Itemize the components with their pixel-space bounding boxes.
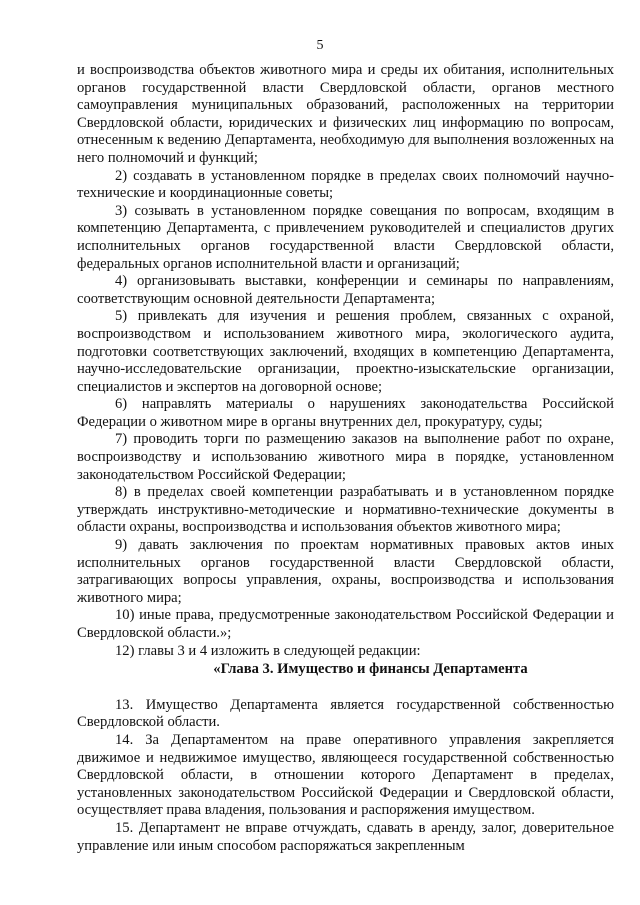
paragraph-item-4: 4) организовывать выставки, конференции и семинары по направлениям, соответствующим основной деятельности Департамента; [77,273,614,307]
paragraph-item-5: 5) привлекать для изучения и решения проблем, связанных с охраной, воспроизводством и использованием животного мира, экологического аудита, подготовки соответствующих заключений, входящих в компетенцию Департамента, научно-исследовательские организации, проектно-изыскательские организации, специалистов и экспертов на договорной основе; [77,308,614,395]
paragraph-clause-14: 14. За Департаментом на праве оперативного управления закрепляется движимое и недвижимое имущество, являющееся государственной собственностью Свердловской области, в отношении которого Департамент в пределах, установленных законодательством Российской Федерации и Свердловской области, осуществляет права владения, пользования и распоряжения имуществом. [77,731,614,819]
paragraph-item-6: 6) направлять материалы о нарушениях законодательства Российской Федерации о животном мире в органы внутренних дел, прокуратуру, суды; [77,396,614,430]
paragraph-item-3: 3) созывать в установленном порядке совещания по вопросам, входящим в компетенцию Департамента, с привлечением руководителей и специалистов других исполнительных органов государственной власти Свердловской области, федеральных органов исполнительной власти и организаций; [77,202,614,272]
paragraph-item-7: 7) проводить торги по размещению заказов на выполнение работ по охране, воспроизводству и использованию животного мира в порядке, установленном законодательством Российской Федерации; [77,431,614,483]
page-number: 5 [316,38,324,53]
paragraph-continuation: и воспроизводства объектов животного мира и среды их обитания, исполнительных органов государственной власти Свердловской области, органов местного самоуправления муниципальных образований, расположенных на территории Свердловской области, юридических и физических лиц информацию по вопросам, отнесенным к ведению Департамента, необходимую для выполнения возложенных на него полномочий и функций; [77,62,614,166]
chapter-heading: «Глава 3. Имущество и финансы Департамента [213,661,528,678]
paragraph-item-12: 12) главы 3 и 4 изложить в следующей редакции: [115,642,421,659]
paragraph-clause-15: 15. Департамент не вправе отчуждать, сдавать в аренду, залог, доверительное управление или иным способом распоряжаться закрепленным [77,819,614,854]
paragraph-item-2: 2) создавать в установленном порядке в пределах своих полномочий научно-технические и координационные советы; [77,167,614,202]
document-body [77,62,614,855]
paragraph-item-8: 8) в пределах своей компетенции разрабатывать и в установленном порядке утверждать инструктивно-методические и нормативно-технические документы в области охраны, воспроизводства и использования объектов животного мира; [77,484,614,536]
paragraph-item-9: 9) давать заключения по проектам нормативных правовых актов иных исполнительных органов государственной власти Свердловской области, затрагивающих вопросы управления, охраны, воспроизводства и использования животного мира; [77,537,614,606]
paragraph-clause-13: 13. Имущество Департамента является государственной собственностью Свердловской области. [77,696,614,731]
paragraph-item-10: 10) иные права, предусмотренные законодательством Российской Федерации и Свердловской области.»; [77,607,614,641]
